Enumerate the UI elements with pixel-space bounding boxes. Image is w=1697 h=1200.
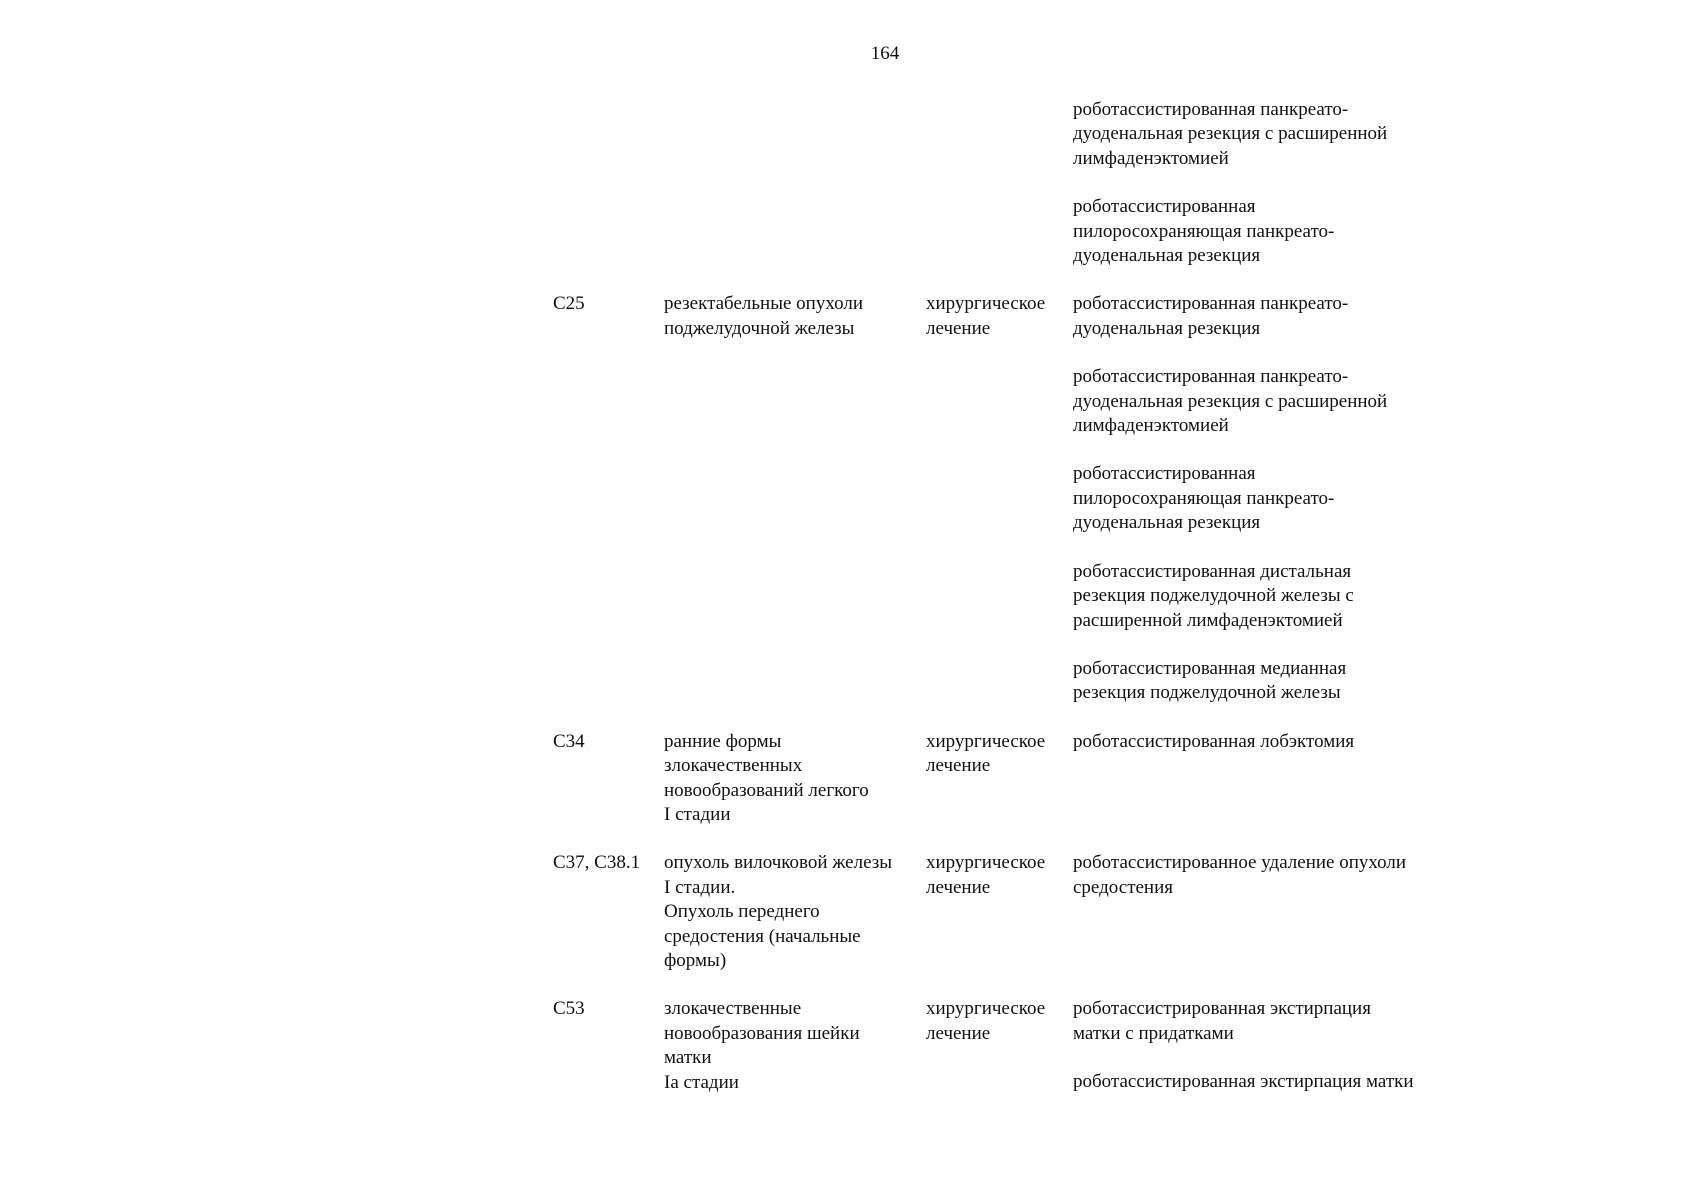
methods-cell: [1073, 292, 1453, 705]
diagnosis-line: Опухоль переднего: [664, 901, 820, 923]
method-line: роботассистированная медианная: [1073, 657, 1347, 679]
diagnosis-line: новообразования шейки: [664, 1022, 860, 1044]
method-entry: [1073, 997, 1453, 1046]
table-row: [553, 851, 1453, 973]
treatment-line: лечение: [926, 317, 991, 339]
diagnosis-line: средостения (начальные: [664, 925, 861, 947]
method-line: лимфаденэктомией: [1073, 415, 1229, 437]
method-line: роботассистированное удаление опухоли: [1073, 852, 1407, 874]
document-table: [553, 98, 1453, 1119]
method-line: роботассистированная: [1073, 463, 1256, 485]
methods-cell: [1073, 997, 1453, 1095]
diagnosis-line: опухоль вилочковой железы: [664, 852, 893, 874]
method-line: роботассистированная лобэктомия: [1073, 730, 1355, 752]
methods-cell: [1073, 851, 1453, 973]
icd-code-cell: C34: [553, 730, 585, 752]
method-entry: [1073, 292, 1453, 341]
method-entry: [1073, 462, 1453, 535]
method-entry: [1073, 560, 1453, 633]
diagnosis-line: матки: [664, 1047, 712, 1069]
diagnosis-cell: [664, 292, 926, 705]
methods-cell: [1073, 730, 1453, 828]
method-line: резекция поджелудочной железы с: [1073, 585, 1354, 607]
treatment-cell: [926, 292, 1073, 705]
diagnosis-line: I стадии: [664, 803, 731, 825]
diagnosis-line: новообразований легкого: [664, 779, 869, 801]
icd-code-cell: C25: [553, 293, 585, 315]
method-line: роботассистированная экстирпация матки: [1073, 1071, 1414, 1093]
method-entry: [1073, 851, 1453, 900]
diagnosis-line: ранние формы: [664, 730, 782, 752]
diagnosis-line: поджелудочной железы: [664, 317, 855, 339]
method-line: роботассистированная панкреато-: [1073, 293, 1349, 315]
treatment-line: лечение: [926, 876, 991, 898]
method-line: пилоросохраняющая панкреато-: [1073, 487, 1335, 509]
method-line: дуоденальная резекция: [1073, 512, 1261, 534]
method-entry: [1073, 657, 1453, 706]
method-line: резекция поджелудочной железы: [1073, 682, 1341, 704]
treatment-line: лечение: [926, 755, 991, 777]
method-line: роботассистированная панкреато-: [1073, 366, 1349, 388]
diagnosis-line: злокачественные: [664, 998, 802, 1020]
method-line: матки с придатками: [1073, 1022, 1234, 1044]
treatment-cell: [926, 851, 1073, 973]
method-line: дуоденальная резекция с расширенной: [1073, 123, 1388, 145]
methods-cell: [1073, 98, 1453, 268]
table-row: [553, 98, 1453, 268]
method-entry: [1073, 98, 1453, 171]
treatment-line: лечение: [926, 1022, 991, 1044]
method-line: дуоденальная резекция: [1073, 317, 1261, 339]
method-line: роботассистрированная экстирпация: [1073, 998, 1371, 1020]
method-line: расширенной лимфаденэктомией: [1073, 609, 1343, 631]
treatment-line: хирургическое: [926, 998, 1046, 1020]
icd-code-cell: C53: [553, 998, 585, 1020]
method-line: роботассистированная: [1073, 196, 1256, 218]
treatment-line: хирургическое: [926, 293, 1046, 315]
page-number: 164: [870, 43, 900, 64]
method-entry: [1073, 1070, 1453, 1094]
diagnosis-line: формы): [664, 949, 727, 971]
diagnosis-cell: [664, 730, 926, 828]
treatment-cell: [926, 997, 1073, 1095]
diagnosis-line: I стадии.: [664, 876, 736, 898]
method-entry: [1073, 730, 1453, 754]
treatment-cell: [926, 730, 1073, 828]
table-row: [553, 997, 1453, 1095]
method-line: дуоденальная резекция: [1073, 245, 1261, 267]
method-line: роботассистированная панкреато-: [1073, 99, 1349, 120]
treatment-line: хирургическое: [926, 730, 1046, 752]
method-line: дуоденальная резекция с расширенной: [1073, 390, 1388, 412]
table-row: [553, 730, 1453, 828]
diagnosis-line: Ia стадии: [664, 1071, 739, 1093]
method-line: роботассистированная дистальная: [1073, 560, 1352, 582]
method-entry: [1073, 365, 1453, 438]
diagnosis-cell: [664, 98, 926, 268]
table-row: [553, 292, 1453, 705]
method-line: пилоросохраняющая панкреато-: [1073, 220, 1335, 242]
diagnosis-cell: [664, 997, 926, 1095]
icd-code-cell: [553, 98, 664, 268]
diagnosis-line: резектабельные опухоли: [664, 293, 864, 315]
diagnosis-cell: [664, 851, 926, 973]
treatment-cell: [926, 98, 1073, 268]
method-entry: [1073, 195, 1453, 268]
icd-code-cell: C37, C38.1: [553, 852, 641, 874]
method-line: лимфаденэктомией: [1073, 147, 1229, 169]
method-line: средостения: [1073, 876, 1174, 898]
treatment-line: хирургическое: [926, 852, 1046, 874]
diagnosis-line: злокачественных: [664, 755, 803, 777]
